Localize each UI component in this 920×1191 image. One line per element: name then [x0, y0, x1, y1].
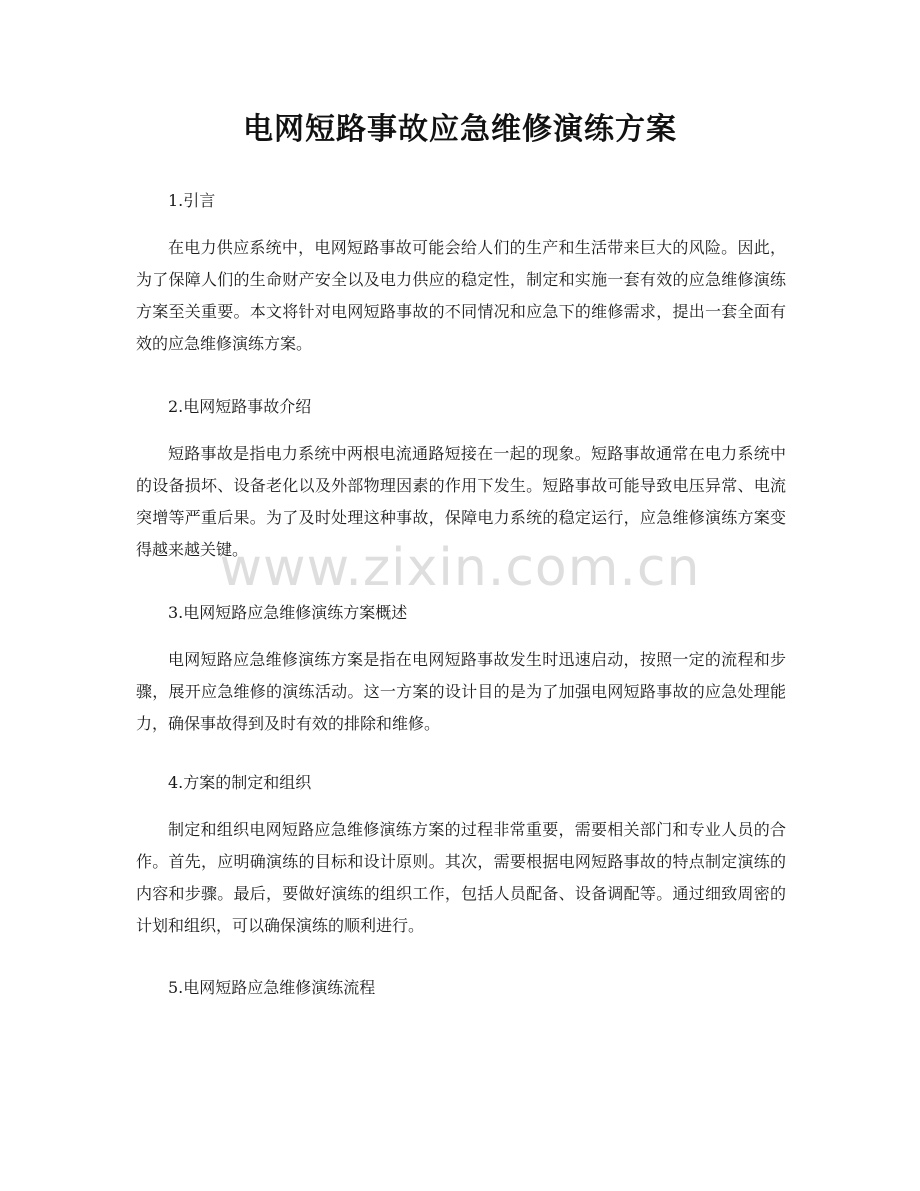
section-paragraph-intro: 在电力供应系统中，电网短路事故可能会给人们的生产和生活带来巨大的风险。因此，为了保障人们的生命财产安全以及电力供应的稳定性，制定和实施一套有效的应急维修演练方案至关重要。本文将针对电网短路事故的不同情况和应急下的维修需求，提出一套全面有效的应急维修演练方案。	[136, 238, 786, 353]
section-heading-process: 5.电网短路应急维修演练流程	[168, 978, 376, 997]
section-paragraph-overview: 电网短路应急维修演练方案是指在电网短路事故发生时迅速启动，按照一定的流程和步骤，展开应急维修的演练活动。这一方案的设计目的是为了加强电网短路事故的应急处理能力，确保事故得到及时有效的排除和维修。	[136, 650, 786, 733]
section-heading-organization: 4.方案的制定和组织	[168, 773, 312, 792]
document-title: 电网短路事故应急维修演练方案	[243, 112, 677, 147]
section-heading-short-circuit: 2.电网短路事故介绍	[168, 397, 312, 416]
section-paragraph-organization: 制定和组织电网短路应急维修演练方案的过程非常重要，需要相关部门和专业人员的合作。首先，应明确演练的目标和设计原则。其次，需要根据电网短路事故的特点制定演练的内容和步骤。最后，要做好演练的组织工作，包括人员配备、设备调配等。通过细致周密的计划和组织，可以确保演练的顺利进行。	[136, 820, 786, 935]
section-paragraph-short-circuit: 短路事故是指电力系统中两根电流通路短接在一起的现象。短路事故通常在电力系统中的设备损坏、设备老化以及外部物理因素的作用下发生。短路事故可能导致电压异常、电流突增等严重后果。为了及时处理这种事故，保障电力系统的稳定运行，应急维修演练方案变得越来越关键。	[136, 444, 786, 559]
watermark: www.zixin.com.cn	[219, 538, 701, 598]
section-heading-intro: 1.引言	[168, 191, 216, 210]
section-heading-overview: 3.电网短路应急维修演练方案概述	[168, 603, 408, 622]
